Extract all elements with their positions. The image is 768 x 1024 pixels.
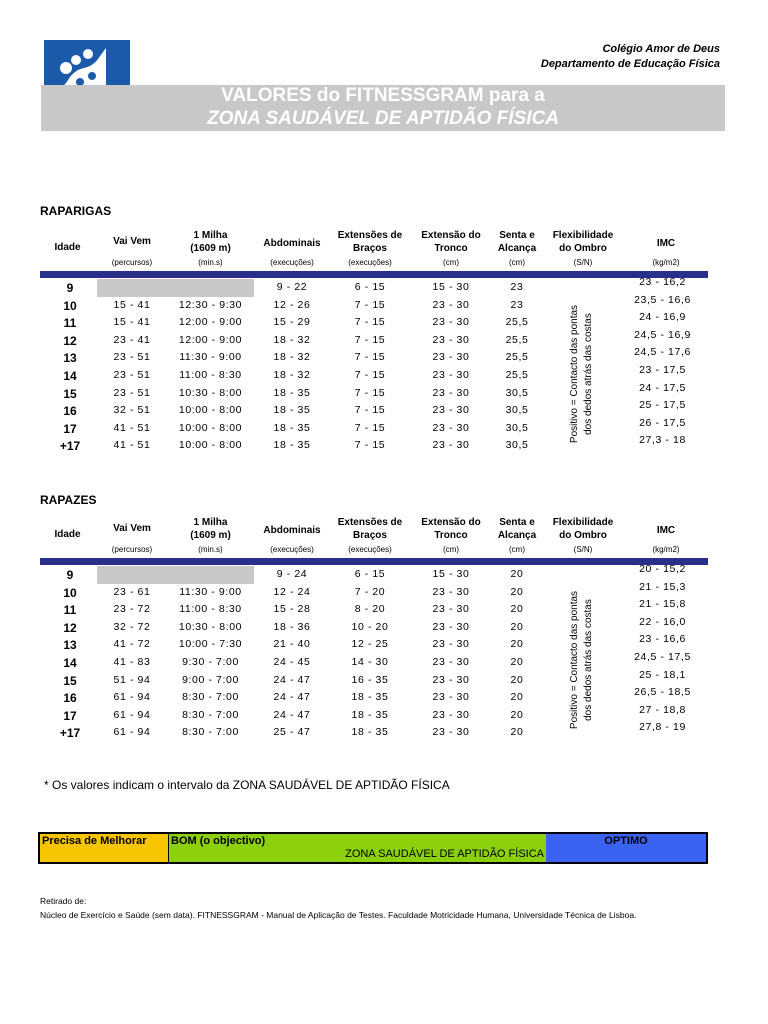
cell-bra: 6 - 15: [354, 568, 386, 580]
cell-milha: 10:30 - 8:00: [178, 386, 243, 399]
cell-vai: 51 - 94: [113, 673, 151, 686]
school-info: [541, 42, 720, 72]
cell-abd: 9 - 24: [276, 568, 308, 580]
cell-sen: 25,5: [505, 316, 529, 329]
cell-vai: 41 - 51: [113, 439, 151, 452]
boys-section-label: RAPAZES: [40, 493, 97, 507]
table-row: [40, 598, 708, 620]
boys-header-milha: 1 Milha (1609 m): [190, 517, 231, 541]
cell-abd: 18 - 35: [273, 404, 311, 417]
cell-idade: 10: [63, 585, 77, 600]
cell-idade: 15: [63, 386, 77, 401]
cell-imc: 22 - 16,0: [639, 615, 686, 628]
cell-imc: 24 - 17,5: [639, 381, 686, 394]
cell-abd: 18 - 35: [273, 421, 311, 434]
cell-vai: 32 - 51: [113, 404, 151, 417]
boys-unit-bracos: (execuções): [348, 545, 392, 554]
cell-milha: 11:30 - 9:00: [179, 351, 242, 364]
cell-idade: 13: [63, 638, 77, 653]
cell-sen: 30,5: [505, 386, 529, 399]
cell-tro: 23 - 30: [432, 333, 470, 346]
cell-tro: 23 - 30: [432, 638, 470, 651]
cell-idade: +17: [59, 726, 81, 741]
table-row: [40, 381, 708, 404]
table-row: [40, 364, 708, 386]
cell-idade: 15: [63, 673, 77, 688]
table-row: [40, 311, 708, 333]
table-row: [40, 346, 708, 368]
girls-header-senta: Senta e Alcança: [497, 230, 537, 254]
cell-tro: 23 - 30: [432, 620, 470, 633]
legend-needs-improvement: Precisa de Melhorar: [40, 834, 168, 862]
cell-bra: 18 - 35: [351, 708, 389, 721]
cell-imc: 20 - 15,2: [639, 563, 686, 575]
cell-sen: 20: [510, 620, 524, 633]
girls-header-abdominais: Abdominais: [263, 238, 321, 249]
girls-unit-bracos: (execuções): [348, 258, 392, 267]
table-row: [40, 328, 708, 351]
girls-unit-vai-vem: (percursos): [111, 258, 153, 267]
cell-tro: 23 - 30: [432, 316, 470, 329]
boys-header-flex: Flexibilidade do Ombro: [552, 517, 614, 541]
cell-sen: 30,5: [505, 439, 529, 452]
cell-abd: 24 - 47: [273, 691, 311, 704]
cell-idade: 16: [63, 691, 77, 706]
table-row: [40, 580, 708, 603]
girls-header-milha: 1 Milha (1609 m): [190, 230, 231, 254]
table-row: [40, 293, 708, 316]
cell-tro: 23 - 30: [432, 708, 470, 721]
cell-imc: 26,5 - 18,5: [634, 686, 691, 699]
cell-vai: 61 - 94: [113, 726, 151, 739]
cell-tro: 23 - 30: [432, 404, 470, 417]
cell-sen: 25,5: [505, 369, 529, 381]
cell-bra: 7 - 20: [354, 585, 386, 598]
reference-intro: Retirado de:: [40, 896, 87, 906]
cell-imc: 23,5 - 16,6: [634, 293, 691, 306]
cell-abd: 24 - 47: [273, 708, 311, 721]
cell-imc: 27,3 - 18: [639, 434, 686, 447]
table-row: [40, 276, 708, 298]
reference: [40, 894, 636, 922]
boys-unit-vai-vem: (percursos): [111, 545, 153, 554]
boys-header-vai-vem: Vai Vem: [113, 523, 151, 534]
cell-milha: 10:00 - 7:30: [178, 638, 243, 651]
legend-good-label: BOM (o objectivo): [171, 835, 266, 847]
cell-abd: 15 - 28: [273, 603, 311, 616]
cell-idade: +17: [59, 439, 81, 454]
legend-zone-label: ZONA SAUDÁVEL DE APTIDÃO FÍSICA: [345, 848, 544, 860]
cell-imc: 25 - 18,1: [639, 668, 686, 681]
cell-sen: 20: [510, 638, 524, 651]
cell-sen: 23: [510, 298, 524, 311]
cell-tro: 23 - 30: [432, 421, 470, 434]
girls-header-bracos: Extensões de Braços: [337, 230, 403, 254]
cell-idade: 14: [63, 369, 77, 383]
table-row: [40, 686, 708, 708]
girls-header-vai-vem: Vai Vem: [113, 236, 151, 247]
cell-imc: 27 - 18,8: [639, 703, 686, 716]
cell-vai: 61 - 94: [113, 708, 151, 721]
girls-unit-senta: (cm): [509, 258, 525, 267]
cell-idade: 10: [63, 298, 77, 313]
table-row: [40, 563, 708, 585]
girls-header-divider: [40, 271, 708, 278]
cell-tro: 23 - 30: [432, 585, 470, 598]
cell-bra: 14 - 30: [351, 656, 389, 668]
cell-imc: 24,5 - 17,6: [634, 346, 691, 359]
cell-abd: 24 - 45: [273, 656, 311, 668]
cell-abd: 18 - 32: [273, 369, 311, 381]
cell-bra: 7 - 15: [354, 421, 386, 434]
cell-imc: 25 - 17,5: [639, 399, 686, 412]
cell-imc: 24,5 - 16,9: [634, 328, 691, 341]
cell-bra: 18 - 35: [351, 726, 389, 739]
cell-abd: 18 - 35: [273, 439, 311, 452]
cell-idade: 16: [63, 404, 77, 419]
cell-milha: 8:30 - 7:00: [182, 726, 239, 739]
cell-vai: 41 - 72: [113, 638, 151, 651]
girls-unit-imc: (kg/m2): [652, 258, 680, 267]
cell-tro: 23 - 30: [432, 298, 470, 311]
cell-sen: 30,5: [505, 404, 529, 417]
cell-vai: 23 - 51: [113, 369, 151, 381]
cell-tro: 15 - 30: [432, 281, 470, 293]
boys-header-senta: Senta e Alcança: [497, 517, 537, 541]
boys-unit-tronco: (cm): [443, 545, 459, 554]
cell-idade: 13: [63, 351, 77, 366]
table-row: [40, 651, 708, 673]
boys-unit-imc: (kg/m2): [652, 545, 680, 554]
department-name: Departamento de Educação Física: [540, 58, 720, 70]
cell-abd: 9 - 22: [276, 281, 308, 293]
cell-bra: 18 - 35: [351, 691, 389, 704]
cell-sen: 25,5: [505, 333, 529, 346]
cell-milha: 11:00 - 8:30: [179, 369, 242, 381]
cell-imc: 24,5 - 17,5: [634, 651, 691, 663]
girls-section-label: RAPARIGAS: [40, 204, 112, 218]
cell-bra: 16 - 35: [351, 673, 389, 686]
cell-abd: 25 - 47: [273, 726, 311, 739]
cell-milha: 11:30 - 9:00: [179, 585, 242, 598]
boys-unit-senta: (cm): [509, 545, 525, 554]
cell-abd: 24 - 47: [273, 673, 311, 686]
cell-vai: 23 - 61: [113, 585, 151, 598]
cell-tro: 23 - 30: [432, 691, 470, 704]
boys-unit-flex: (S/N): [573, 545, 593, 554]
footnote: * Os valores indicam o intervalo da ZONA SAUDÁVEL DE APTIDÃO FÍSICA: [44, 778, 450, 792]
cell-idade: 11: [63, 316, 77, 331]
cell-vai: 15 - 41: [113, 298, 151, 311]
boys-header-idade: Idade: [54, 529, 81, 540]
cell-abd: 18 - 32: [273, 351, 311, 364]
cell-sen: 20: [510, 708, 524, 721]
cell-sen: 30,5: [505, 421, 529, 434]
page-title: VALORES do FITNESSGRAM para a: [221, 85, 545, 106]
girls-unit-tronco: (cm): [443, 258, 459, 267]
cell-idade: 11: [63, 603, 77, 618]
cell-vai: 23 - 51: [113, 351, 151, 364]
cell-abd: 12 - 24: [273, 585, 311, 598]
cell-imc: 24 - 16,9: [639, 311, 686, 324]
cell-bra: 12 - 25: [351, 638, 389, 651]
cell-milha: 8:30 - 7:00: [182, 708, 239, 721]
cell-sen: 20: [510, 568, 524, 580]
cell-abd: 18 - 32: [273, 333, 311, 346]
cell-imc: 21 - 15,8: [639, 598, 686, 611]
boys-header-divider: [40, 558, 708, 565]
cell-bra: 7 - 15: [354, 316, 386, 329]
girls-unit-milha: (min.s): [198, 258, 223, 267]
cell-vai: 23 - 41: [113, 333, 151, 346]
cell-idade: 14: [63, 656, 77, 670]
boys-header-abdominais: Abdominais: [263, 525, 321, 536]
cell-milha: 12:30 - 9:30: [178, 298, 243, 311]
table-row: [40, 399, 708, 421]
reference-source: Núcleo de Exercício e Saúde (sem data). FITNESSGRAM - Manual de Aplicação de Testes. Faculdade Motricidade Humana, Universidade Técnica de Lisboa.: [40, 910, 637, 920]
cell-bra: 7 - 15: [354, 386, 386, 399]
cell-sen: 20: [510, 603, 524, 616]
legend-optimal: OPTIMO: [546, 834, 706, 862]
cell-bra: 7 - 15: [354, 404, 386, 417]
table-row: [40, 615, 708, 638]
cell-abd: 18 - 36: [273, 620, 311, 633]
boys-flex-note: Positivo = Contacto das pontas dos dedos atrás das costas: [569, 590, 594, 730]
cell-vai: 15 - 41: [113, 316, 151, 329]
cell-imc: 27,8 - 19: [639, 721, 686, 734]
cell-sen: 20: [510, 726, 524, 739]
cell-milha: 10:30 - 8:00: [178, 620, 243, 633]
girls-header-imc: IMC: [656, 238, 676, 249]
cell-milha: 10:00 - 8:00: [178, 404, 243, 417]
page-subtitle: ZONA SAUDÁVEL DE APTIDÃO FÍSICA: [207, 108, 559, 129]
girls-header-idade: Idade: [54, 242, 81, 253]
table-row: [40, 434, 708, 456]
cell-milha: 10:00 - 8:00: [178, 439, 243, 452]
cell-milha: 8:30 - 7:00: [182, 691, 239, 704]
cell-idade: 17: [63, 708, 77, 723]
boys-unit-milha: (min.s): [198, 545, 223, 554]
table-row: [40, 668, 708, 691]
cell-milha: 12:00 - 9:00: [178, 333, 243, 346]
cell-milha: 10:00 - 8:00: [178, 421, 243, 434]
cell-sen: 20: [510, 691, 524, 704]
cell-imc: 23 - 16,6: [639, 633, 686, 646]
legend-good: [168, 834, 546, 862]
boys-unit-abdominais: (execuções): [270, 545, 314, 554]
cell-tro: 15 - 30: [432, 568, 470, 580]
cell-idade: 9: [66, 281, 74, 295]
cell-milha: 9:00 - 7:00: [182, 673, 239, 686]
cell-bra: 7 - 15: [354, 369, 386, 381]
cell-milha: 9:30 - 7:00: [182, 656, 239, 668]
boys-header-imc: IMC: [656, 525, 676, 536]
girls-unit-flex: (S/N): [573, 258, 593, 267]
girls-header-flex: Flexibilidade do Ombro: [552, 230, 614, 254]
cell-imc: 21 - 15,3: [639, 580, 686, 593]
cell-tro: 23 - 30: [432, 386, 470, 399]
cell-tro: 23 - 30: [432, 656, 470, 668]
cell-bra: 6 - 15: [354, 281, 386, 293]
cell-milha: 11:00 - 8:30: [179, 603, 242, 616]
cell-vai: 41 - 83: [113, 656, 151, 668]
cell-tro: 23 - 30: [432, 673, 470, 686]
cell-tro: 23 - 30: [432, 726, 470, 739]
cell-vai: 23 - 51: [113, 386, 151, 399]
cell-abd: 18 - 35: [273, 386, 311, 399]
boys-header-bracos: Extensões de Braços: [337, 517, 403, 541]
cell-bra: 7 - 15: [354, 439, 386, 452]
cell-abd: 12 - 26: [273, 298, 311, 311]
cell-idade: 9: [66, 568, 74, 582]
cell-imc: 26 - 17,5: [639, 416, 686, 429]
cell-idade: 17: [63, 421, 77, 436]
cell-imc: 23 - 16,2: [639, 276, 686, 288]
cell-tro: 23 - 30: [432, 439, 470, 452]
cell-sen: 20: [510, 673, 524, 686]
cell-idade: 12: [63, 333, 77, 348]
girls-unit-abdominais: (execuções): [270, 258, 314, 267]
cell-bra: 7 - 15: [354, 333, 386, 346]
cell-idade: 12: [63, 620, 77, 635]
cell-sen: 23: [510, 281, 524, 293]
cell-imc: 23 - 17,5: [639, 364, 686, 376]
table-row: [40, 703, 708, 726]
cell-bra: 7 - 15: [354, 298, 386, 311]
cell-abd: 15 - 29: [273, 316, 311, 329]
cell-vai: 61 - 94: [113, 691, 151, 704]
cell-bra: 8 - 20: [354, 603, 386, 616]
cell-bra: 10 - 20: [351, 620, 389, 633]
table-row: [40, 416, 708, 439]
table-row: [40, 633, 708, 655]
zone-legend: [38, 832, 708, 864]
table-row: [40, 721, 708, 743]
cell-tro: 23 - 30: [432, 603, 470, 616]
girls-flex-note: Positivo = Contacto das pontas dos dedos atrás das costas: [569, 304, 594, 444]
cell-milha: 12:00 - 9:00: [178, 316, 243, 329]
cell-sen: 20: [510, 656, 524, 668]
cell-vai: 41 - 51: [113, 421, 151, 434]
boys-header-tronco: Extensão do Tronco: [421, 517, 481, 541]
cell-tro: 23 - 30: [432, 351, 470, 364]
cell-sen: 25,5: [505, 351, 529, 364]
cell-vai: 23 - 72: [113, 603, 151, 616]
cell-bra: 7 - 15: [354, 351, 386, 364]
cell-vai: 32 - 72: [113, 620, 151, 633]
cell-sen: 20: [510, 585, 524, 598]
school-name: Colégio Amor de Deus: [602, 43, 720, 55]
cell-abd: 21 - 40: [273, 638, 311, 651]
girls-header-tronco: Extensão do Tronco: [421, 230, 481, 254]
cell-tro: 23 - 30: [432, 369, 470, 381]
